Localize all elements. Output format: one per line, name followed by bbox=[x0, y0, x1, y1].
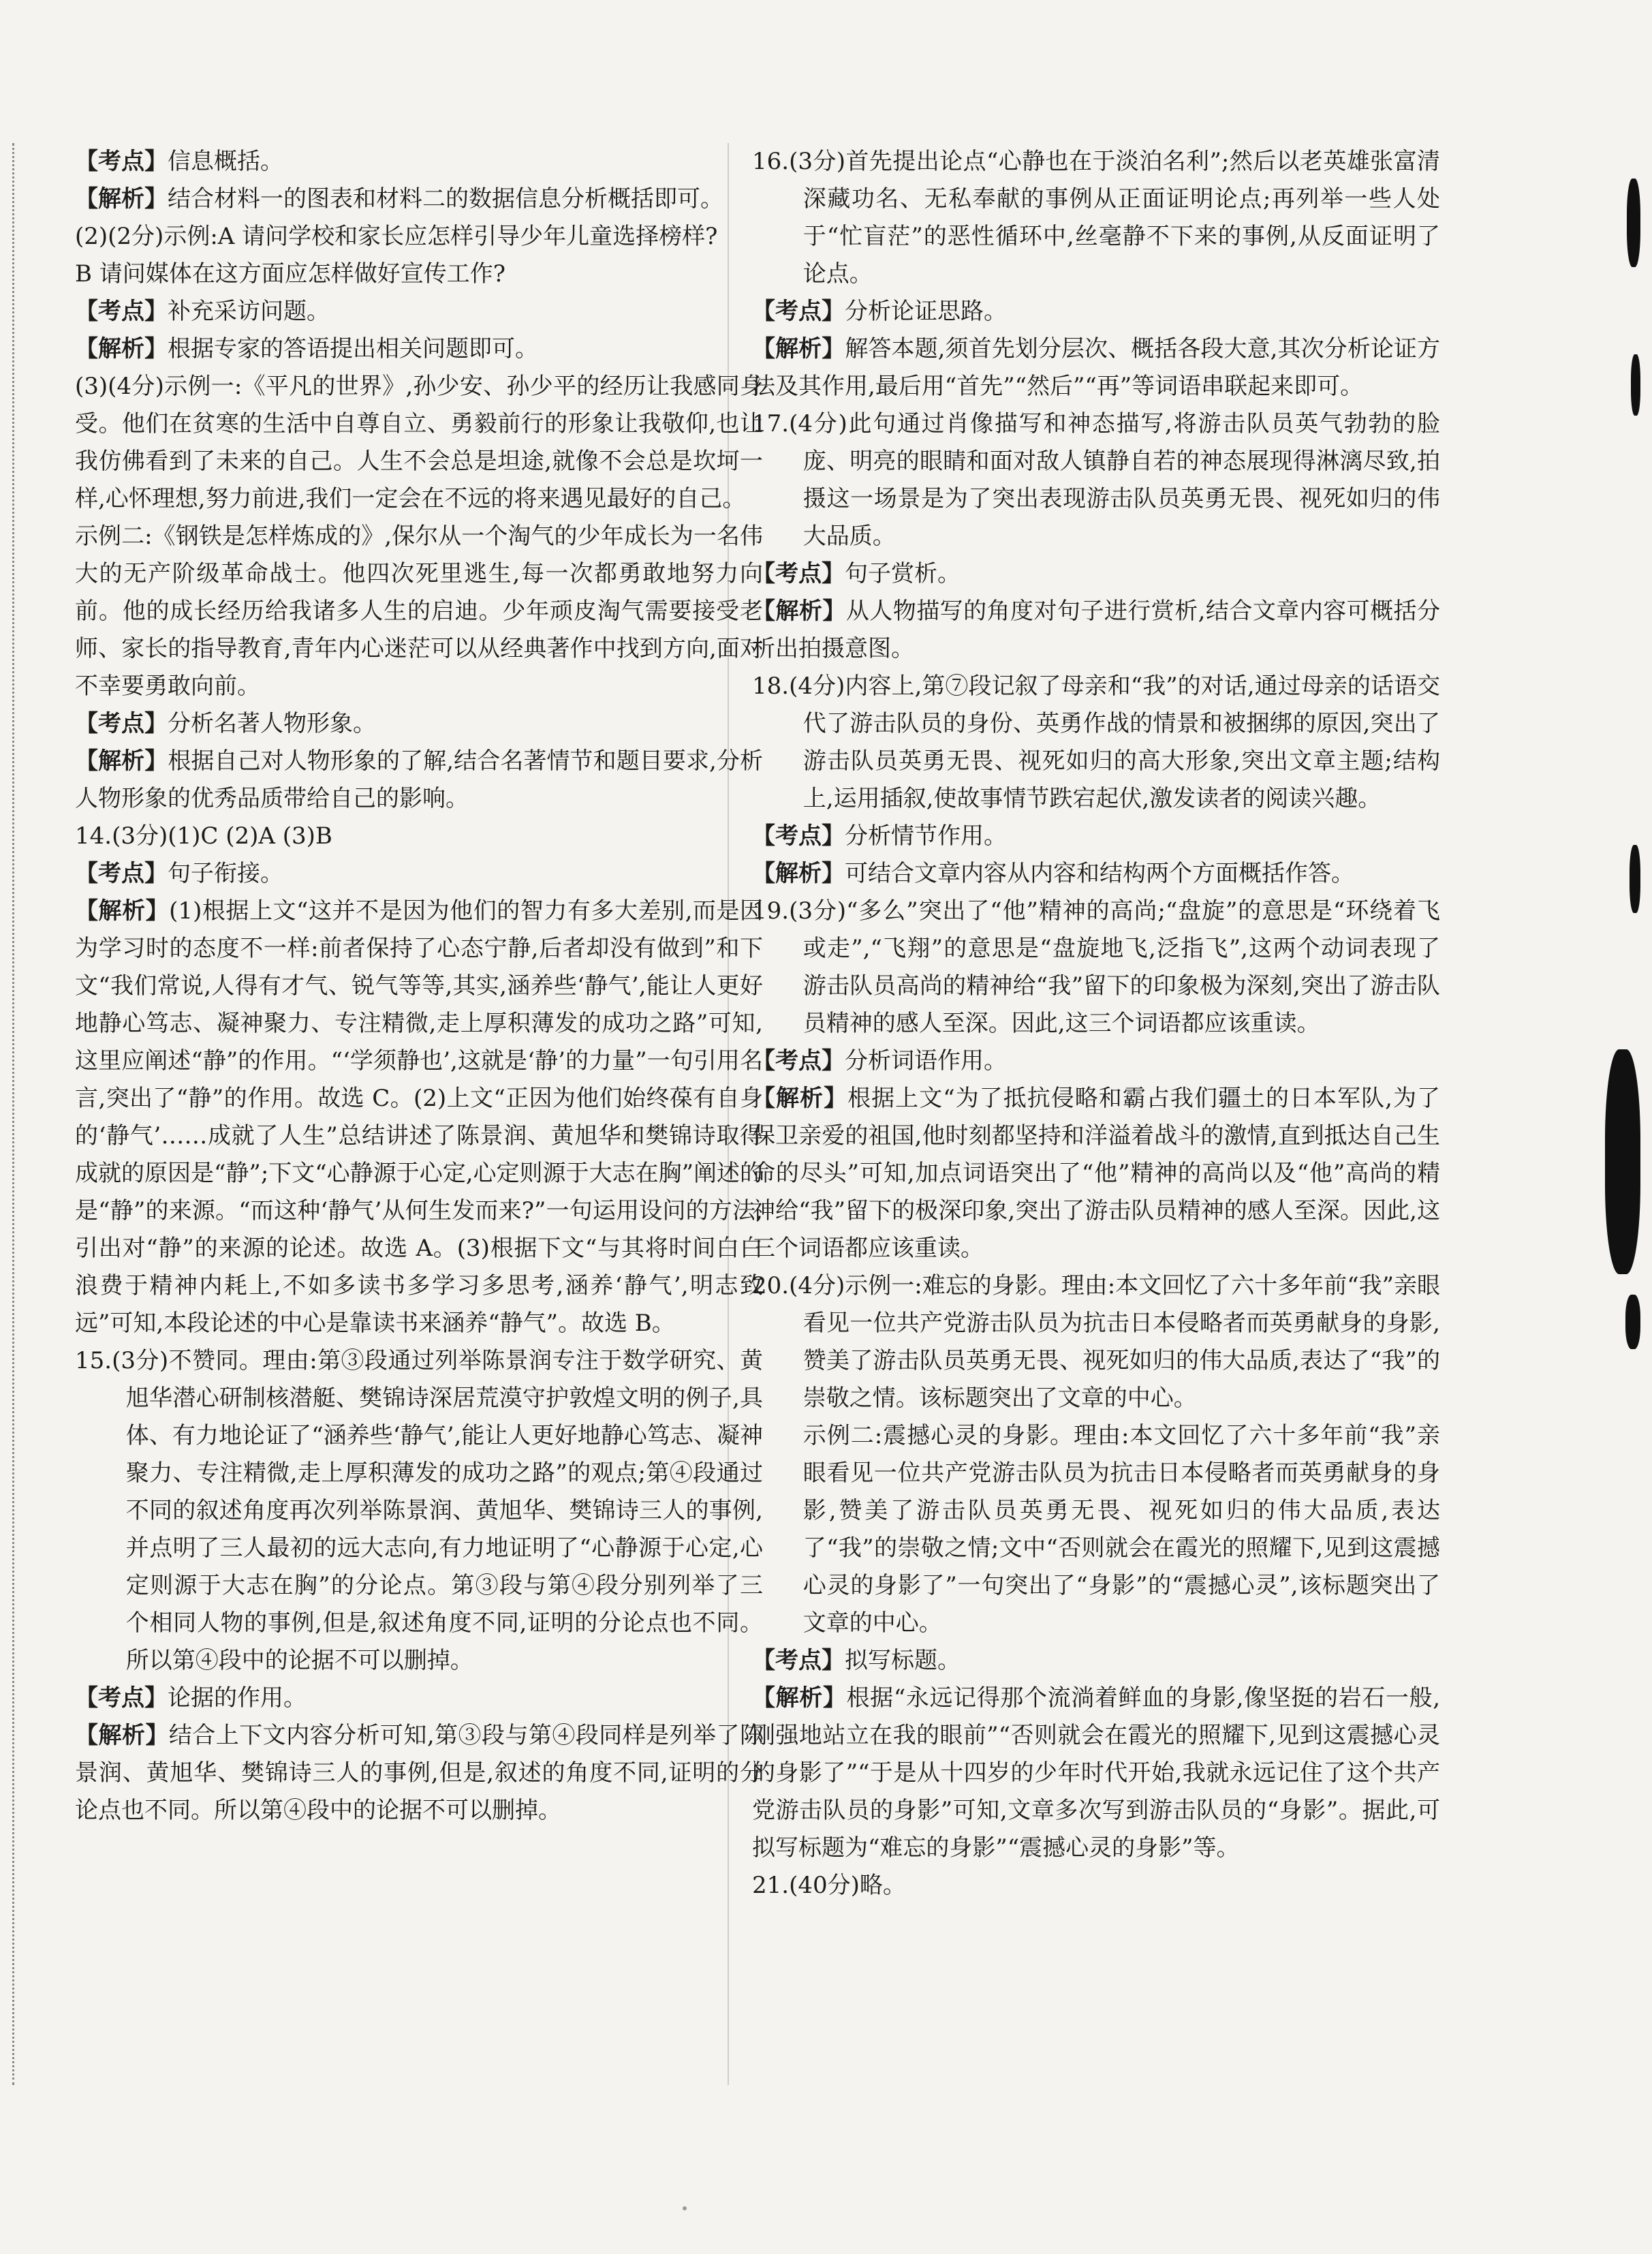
binding-margin-rule bbox=[12, 143, 14, 2085]
paragraph-text: 论据的作用。 bbox=[168, 1684, 307, 1712]
paragraph-text: 结合上下文内容分析可知,第③段与第④段同样是列举了陈景润、黄旭华、樊锦诗三人的事例,但是,叙述的角度不同,证明的分论点也不同。所以第④段中的论据不可以删掉。 bbox=[75, 1722, 764, 1824]
point-label: 【解析】 bbox=[75, 185, 168, 213]
scan-mark bbox=[1630, 845, 1640, 913]
answer-item: 17.(4分)此句通过肖像描写和神态描写,将游击队员英气勃勃的脸庞、明亮的眼睛和面对敌人镇静自若的神态展现得淋漓尽致,拍摄这一场景是为了突出表现游击队员英勇无畏、视死如归的伟大品质。 bbox=[752, 410, 1440, 550]
scan-mark bbox=[1605, 1049, 1640, 1274]
point-label: 【考点】 bbox=[752, 822, 845, 850]
paragraph-text: 分析名著人物形象。 bbox=[168, 710, 376, 737]
analysis-paragraph bbox=[75, 330, 763, 368]
paragraph-text: 分析论证思路。 bbox=[845, 298, 1007, 325]
left-column bbox=[75, 143, 763, 1830]
point-label: 【考点】 bbox=[752, 560, 845, 587]
analysis-paragraph bbox=[752, 555, 1440, 593]
answer-item: 19.(3分)“多么”突出了“他”精神的高尚;“盘旋”的意思是“环绕着飞或走”,“飞翔”的意思是“盘旋地飞,泛指飞”,这两个动词表现了游击队员高尚的精神给“我”留下的印象极为深刻,突出了游击队员精神的感人至深。因此,这三个词语都应该重读。 bbox=[752, 897, 1440, 1037]
point-label: 【考点】 bbox=[75, 710, 168, 737]
answer-item: 15.(3分)不赞同。理由:第③段通过列举陈景润专注于数学研究、黄旭华潜心研制核潜艇、樊锦诗深居荒漠守护敦煌文明的例子,具体、有力地论证了“涵养些‘静气’,能让人更好地静心笃志、凝神聚力、专注精微,走上厚积薄发的成功之路”的观点;第④段通过不同的叙述角度再次列举陈景润、黄旭华、樊锦诗三人的事例,并点明了三人最初的远大志向,有力地证明了“心静源于心定,心定则源于大志在胸”的分论点。第③段与第④段分别列举了三个相同人物的事例,但是,叙述角度不同,证明的分论点也不同。所以第④段中的论据不可以删掉。 bbox=[75, 1347, 763, 1674]
point-label: 【解析】 bbox=[752, 598, 846, 625]
paragraph-text: 根据自己对人物形象的了解,结合名著情节和题目要求,分析人物形象的优秀品质带给自己的影响。 bbox=[75, 747, 763, 812]
point-label: 【考点】 bbox=[75, 148, 168, 175]
point-label: 【考点】 bbox=[752, 298, 845, 325]
scan-mark bbox=[1627, 179, 1640, 267]
analysis-paragraph bbox=[752, 1642, 1440, 1680]
analysis-paragraph bbox=[75, 705, 763, 743]
analysis-paragraph bbox=[752, 1043, 1440, 1080]
point-label: 【考点】 bbox=[75, 860, 168, 887]
point-label: 【解析】 bbox=[752, 1684, 847, 1712]
analysis-paragraph bbox=[75, 143, 763, 181]
point-label: 【考点】 bbox=[752, 1047, 845, 1075]
point-label: 【解析】 bbox=[75, 897, 170, 925]
answer-item: 16.(3分)首先提出论点“心静也在于淡泊名利”;然后以老英雄张富清深藏功名、无私奉献的事例从正面证明论点;再列举一些人处于“忙盲茫”的恶性循环中,丝毫静不下来的事例,从反面证明了论点。 bbox=[752, 148, 1440, 288]
analysis-paragraph bbox=[75, 1717, 763, 1830]
answer-paragraph: 示例二:《钢铁是怎样炼成的》,保尔从一个淘气的少年成长为一名伟大的无产阶级革命战士。他四次死里逃生,每一次都勇敢地努力向前。他的成长经历给我诸多人生的启迪。少年顽皮淘气需要接受老师、家长的指导教育,青年内心迷茫可以从经典著作中找到方向,面对不幸要勇敢向前。 bbox=[75, 523, 763, 700]
analysis-paragraph bbox=[752, 330, 1440, 405]
paragraph-text: 根据上文“为了抵抗侵略和霸占我们疆土的日本军队,为了保卫亲爱的祖国,他时刻都坚持和洋溢着战斗的激情,直到抵达自己生命的尽头”可知,加点词语突出了“他”精神的高尚以及“他”高尚的精神给“我”留下的极深印象,突出了游击队员精神的感人至深。因此,这三个词语都应该重读。 bbox=[752, 1085, 1440, 1262]
paragraph-text: 从人物描写的角度对句子进行赏析,结合文章内容可概括分析出拍摄意图。 bbox=[752, 598, 1441, 662]
point-label: 【解析】 bbox=[75, 1722, 169, 1749]
answer-example: 示例二:震撼心灵的身影。理由:本文回忆了六十多年前“我”亲眼看见一位共产党游击队员为抗击日本侵略者而英勇献身的身影,赞美了游击队员英勇无畏、视死如归的伟大品质,表达了“我”的崇敬之情;文中“否则就会在霞光的照耀下,见到这震撼心灵的身影了”一句突出了“身影”的“震撼心灵”,该标题突出了文章的中心。 bbox=[802, 1422, 1441, 1637]
point-label: 【解析】 bbox=[752, 1085, 848, 1112]
analysis-paragraph bbox=[75, 893, 763, 1342]
answer-paragraph: B 请问媒体在这方面应怎样做好宣传工作? bbox=[75, 260, 506, 288]
analysis-paragraph bbox=[752, 855, 1440, 893]
point-label: 【考点】 bbox=[752, 1647, 845, 1674]
right-column bbox=[752, 143, 1440, 1904]
paragraph-text: 分析情节作用。 bbox=[845, 822, 1007, 850]
paragraph-text: 根据专家的答语提出相关问题即可。 bbox=[168, 335, 538, 362]
paragraph-text: (1)根据上文“这并不是因为他们的智力有多大差别,而是因为学习时的态度不一样:前者保持了心态宁静,后者却没有做到”和下文“我们常说,人得有才气、锐气等等,其实,涵养些‘静气’,能让人更好地静心笃志、凝神聚力、专注精微,走上厚积薄发的成功之路”可知,这里应阐述“静”的作用。“‘学须静也’,这就是‘静’的力量”一句引用名言,突出了“静”的作用。故选 C。(2)上文“正因为他们始终葆有自身的‘静气’……成就了人生”总结讲述了陈景润、黄旭华和樊锦诗取得成就的原因是“静”;下文“心静源于心定,心定则源于大志在胸”阐述的是“静”的来源。“而这种‘静气’从何生发而来?”一句运用设问的方法,引出对“静”的来源的论述。故选 A。(3)根据下文“与其将时间白白浪费于精神内耗上,不如多读书多学习多思考,涵养‘静气’,明志致远”可知,本段论述的中心是靠读书来涵养“静气”。故选 B。 bbox=[75, 897, 764, 1337]
paragraph-text: 补充采访问题。 bbox=[168, 298, 330, 325]
answer-paragraph: (2)(2分)示例:A 请问学校和家长应怎样引导少年儿童选择榜样? bbox=[75, 223, 718, 250]
answer-item: 18.(4分)内容上,第⑦段记叙了母亲和“我”的对话,通过母亲的话语交代了游击队员的身份、英勇作战的情景和被捆绑的原因,突出了游击队员英勇无畏、视死如归的高大形象,突出文章主题;结构上,运用插叙,使故事情节跌宕起伏,激发读者的阅读兴趣。 bbox=[752, 673, 1440, 812]
paragraph-text: 可结合文章内容从内容和结构两个方面概括作答。 bbox=[845, 860, 1354, 887]
scan-mark bbox=[1625, 1295, 1640, 1349]
paragraph-text: 根据“永远记得那个流淌着鲜血的身影,像坚挺的岩石一般,刚强地站立在我的眼前”“否则就会在霞光的照耀下,见到这震撼心灵的身影了”“于是从十四岁的少年时代开始,我就永远记住了这个共产党游击队员的身影”可知,文章多次写到游击队员的“身影”。据此,可拟写标题为“难忘的身影”“震撼心灵的身影”等。 bbox=[752, 1684, 1441, 1862]
point-label: 【考点】 bbox=[75, 298, 168, 325]
point-label: 【解析】 bbox=[752, 335, 845, 362]
analysis-paragraph bbox=[75, 1680, 763, 1717]
paragraph-text: 句子衔接。 bbox=[168, 860, 283, 887]
scan-mark bbox=[1631, 354, 1640, 416]
paragraph-text: 结合材料一的图表和材料二的数据信息分析概括即可。 bbox=[168, 185, 723, 213]
analysis-paragraph bbox=[75, 743, 763, 818]
point-label: 【解析】 bbox=[75, 747, 168, 775]
analysis-paragraph bbox=[752, 818, 1440, 855]
paragraph-text: 拟写标题。 bbox=[845, 1647, 961, 1674]
answer-item: 21.(40分)略。 bbox=[752, 1872, 906, 1899]
analysis-paragraph bbox=[75, 855, 763, 893]
analysis-paragraph bbox=[75, 293, 763, 330]
answer-item: 14.(3分)(1)C (2)A (3)B bbox=[75, 822, 332, 850]
analysis-paragraph bbox=[752, 293, 1440, 330]
paragraph-text: 信息概括。 bbox=[168, 148, 283, 175]
point-label: 【解析】 bbox=[752, 860, 845, 887]
analysis-paragraph bbox=[752, 1080, 1440, 1267]
point-label: 【考点】 bbox=[75, 1684, 168, 1712]
paragraph-text: 句子赏析。 bbox=[845, 560, 961, 587]
analysis-paragraph bbox=[75, 181, 763, 218]
answer-paragraph: (3)(4分)示例一:《平凡的世界》,孙少安、孙少平的经历让我感同身受。他们在贫寒的生活中自尊自立、勇毅前行的形象让我敬仰,也让我仿佛看到了未来的自己。人生不会总是坦途,就像不会总是坎坷一样,心怀理想,努力前进,我们一定会在不远的将来遇见最好的自己。 bbox=[75, 373, 763, 512]
point-label: 【解析】 bbox=[75, 335, 168, 362]
analysis-paragraph bbox=[752, 1680, 1440, 1867]
analysis-paragraph bbox=[752, 593, 1440, 668]
paragraph-text: 解答本题,须首先划分层次、概括各段大意,其次分析论证方法及其作用,最后用“首先”“然后”“再”等词语串联起来即可。 bbox=[752, 335, 1440, 400]
paragraph-text: 分析词语作用。 bbox=[845, 1047, 1007, 1075]
page-dot bbox=[683, 2206, 687, 2210]
answer-item: 20.(4分)示例一:难忘的身影。理由:本文回忆了六十多年前“我”亲眼看见一位共产党游击队员为抗击日本侵略者而英勇献身的身影,赞美了游击队员英勇无畏、视死如归的伟大品质,表达了“我”的崇敬之情。该标题突出了文章的中心。 bbox=[752, 1272, 1440, 1412]
